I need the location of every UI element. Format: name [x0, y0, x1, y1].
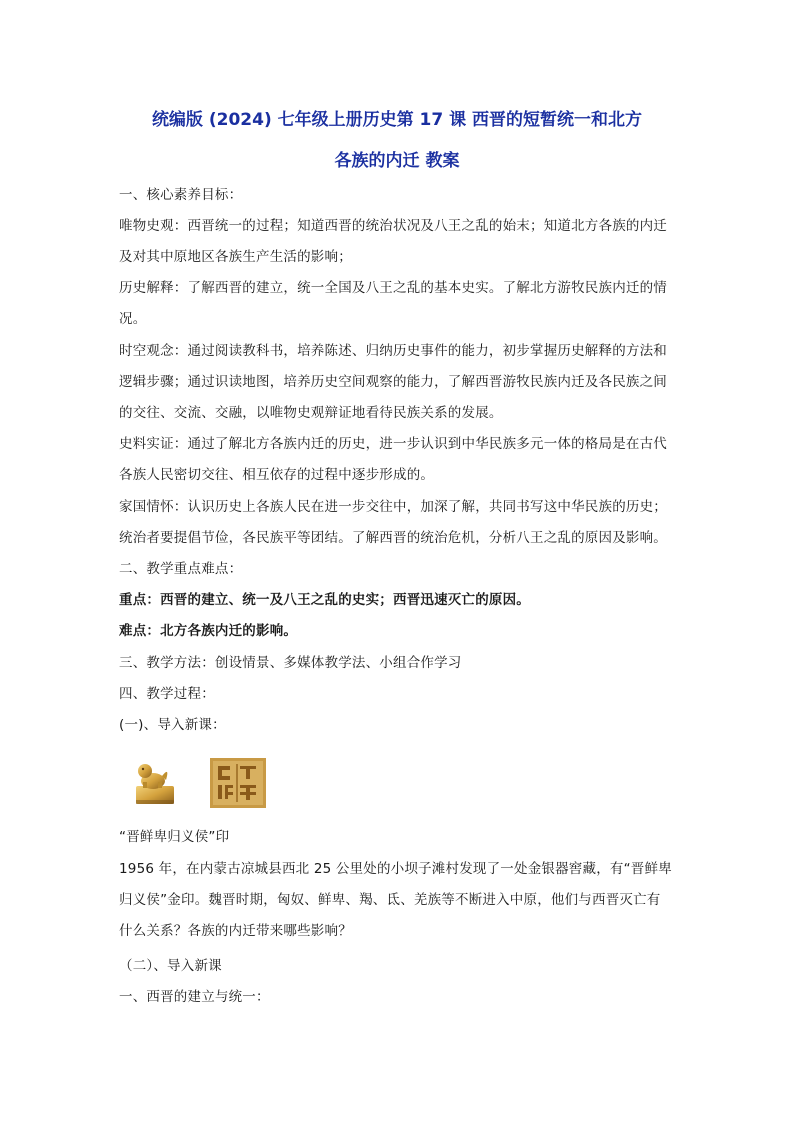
heading-teaching-methods: 三、教学方法：创设情景、多媒体教学法、小组合作学习	[119, 655, 462, 671]
goal-patriotism-1: 家国情怀：认识历史上各族人民在进一步交往中，加深了解，共同书写这中华民族的历史；	[119, 499, 667, 515]
goal-historical-materialism-2: 及对其中原地区各族生产生活的影响；	[119, 249, 352, 265]
goal-evidence-2: 各族人民密切交往、相互依存的过程中逐步形成的。	[119, 467, 435, 483]
goal-spatiotemporal-1: 时空观念：通过阅读教科书，培养陈述、归纳历史事件的能力，初步掌握历史解释的方法和	[119, 343, 667, 359]
intro-paragraph-line-3: 什么关系？各族的内迁带来哪些影响？	[119, 923, 352, 939]
gold-seal-photo	[132, 754, 178, 808]
heading-new-lesson: （二）、导入新课	[119, 958, 222, 974]
goal-spatiotemporal-3: 的交往、交流、交融，以唯物史观辩证地看待民族关系的发展。	[119, 405, 503, 421]
heading-teaching-process: 四、教学过程：	[119, 686, 215, 702]
intro-paragraph-line-2: 归义侯”金印。魏晋时期，匈奴、鲜卑、羯、氐、羌族等不断进入中原，他们与西晋灭亡有	[119, 892, 661, 908]
key-point: 重点：西晋的建立、统一及八王之乱的史实；西晋迅速灭亡的原因。	[119, 592, 530, 608]
document-title-line-2: 各族的内迁 教案	[334, 151, 460, 171]
heading-key-points: 二、教学重点难点：	[119, 561, 243, 577]
heading-western-jin-founding: 一、西晋的建立与统一：	[119, 989, 270, 1005]
goal-spatiotemporal-2: 逻辑步骤；通过识读地图，培养历史空间观察的能力，了解西晋游牧民族内迁及各民族之间	[119, 374, 667, 390]
heading-introduction: (一)、导入新课：	[119, 717, 226, 733]
seal-images	[132, 754, 272, 814]
goal-historical-materialism-1: 唯物史观：西晋统一的过程；知道西晋的统治状况及八王之乱的始末；知道北方各族的内迁	[119, 218, 667, 234]
goal-historical-explanation-2: 况。	[119, 311, 147, 327]
document-title-line-1: 统编版 (2024) 七年级上册历史第 17 课 西晋的短暂统一和北方	[151, 110, 643, 130]
goal-patriotism-2: 统治者要提倡节俭，各民族平等团结。了解西晋的统治危机，分析八王之乱的原因及影响。	[119, 530, 667, 546]
heading-core-goals: 一、核心素养目标：	[119, 187, 243, 203]
image-caption: “晋鲜卑归义侯”印	[119, 829, 230, 845]
goal-evidence-1: 史料实证：通过了解北方各族内迁的历史，进一步认识到中华民族多元一体的格局是在古代	[119, 436, 667, 452]
difficult-point: 难点：北方各族内迁的影响。	[119, 623, 298, 639]
seal-imprint-photo	[210, 758, 266, 808]
goal-historical-explanation-1: 历史解释：了解西晋的建立，统一全国及八王之乱的基本史实。了解北方游牧民族内迁的情	[119, 280, 667, 296]
intro-paragraph-line-1: 1956 年，在内蒙古凉城县西北 25 公里处的小坝子滩村发现了一处金银器窖藏，有“晋鲜卑	[119, 861, 672, 877]
